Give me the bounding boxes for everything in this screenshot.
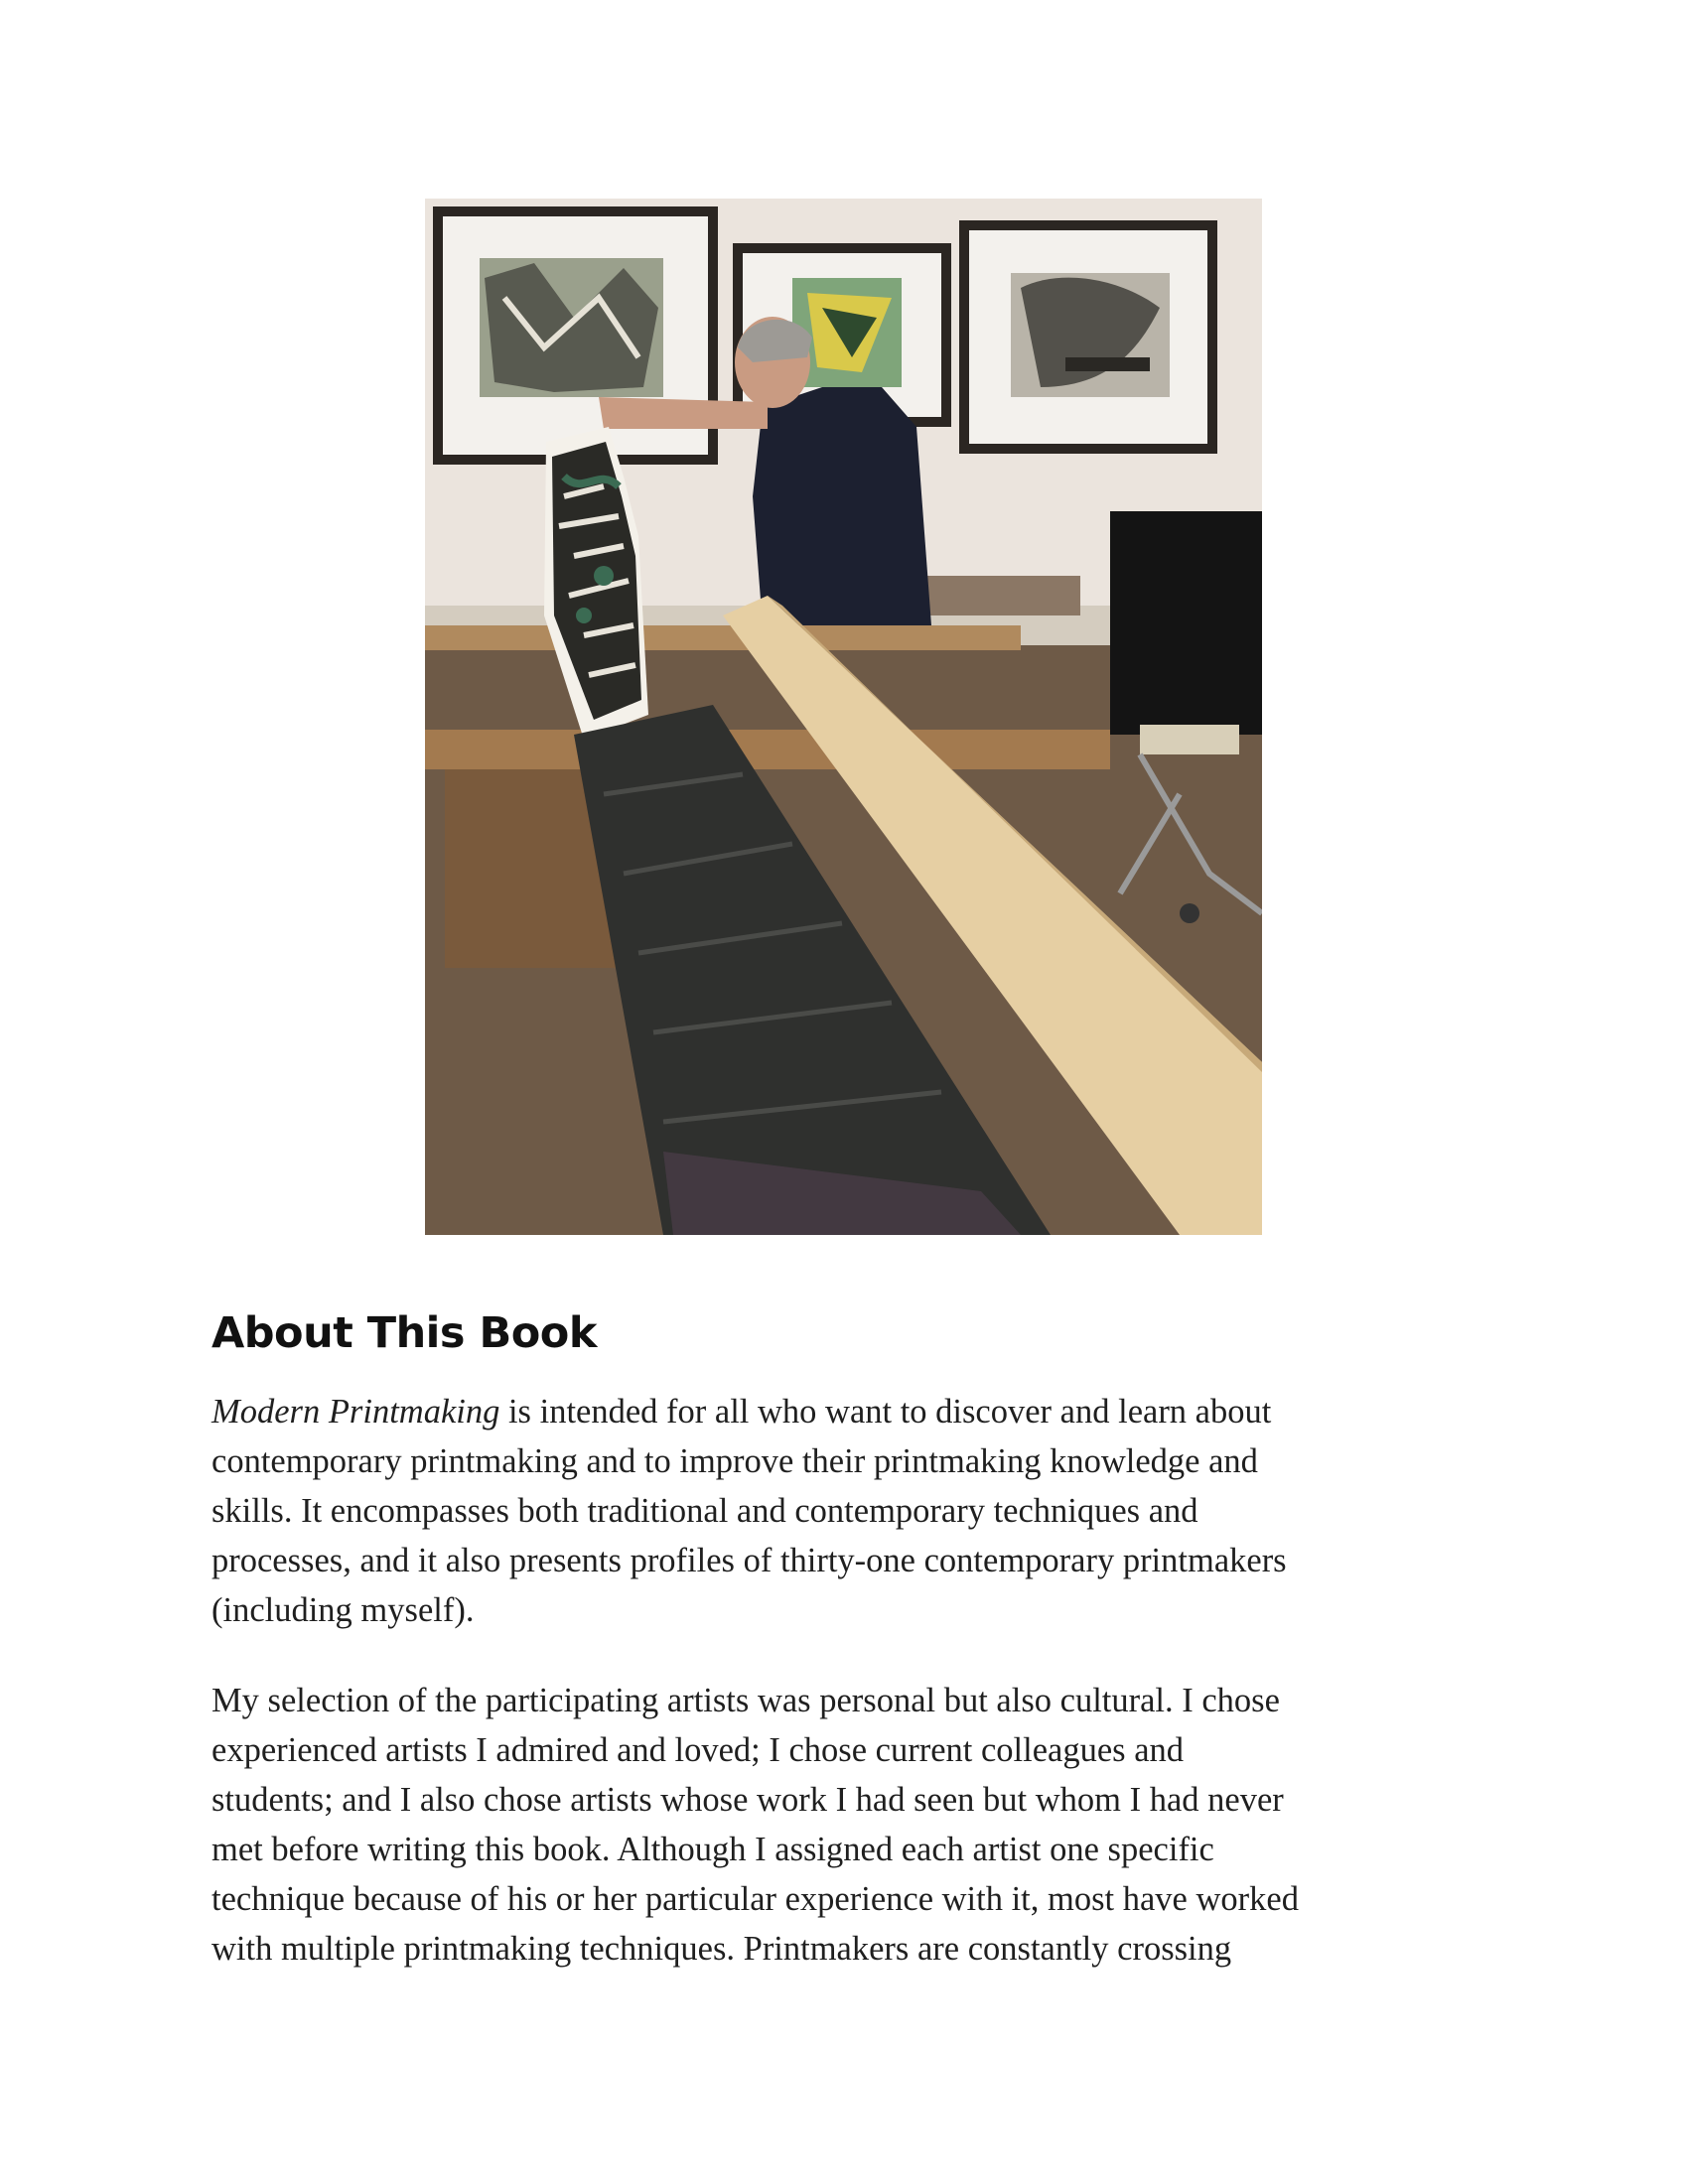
paragraph-line: students; and I also chose artists whose work I had seen but whom I had never bbox=[211, 1781, 1284, 1819]
paragraph-intro bbox=[211, 1387, 1492, 1635]
paragraph-line: technique because of his or her particular experience with it, most have worked bbox=[211, 1880, 1299, 1918]
paragraph-line: My selection of the participating artists was personal but also cultural. I chose bbox=[211, 1682, 1280, 1719]
paragraph-line: contemporary printmaking and to improve their printmaking knowledge and bbox=[211, 1442, 1258, 1480]
paragraph-line: with multiple printmaking techniques. Printmakers are constantly crossing bbox=[211, 1930, 1232, 1968]
paragraph-line: met before writing this book. Although I assigned each artist one specific bbox=[211, 1831, 1214, 1868]
paragraph-line: experienced artists I admired and loved; I chose current colleagues and bbox=[211, 1731, 1185, 1769]
paragraph-line: (including myself). bbox=[211, 1591, 475, 1629]
photo-printmaker-pulling-long-woodcut-print-icon bbox=[425, 199, 1262, 1235]
paragraph-line: skills. It encompasses both traditional and contemporary techniques and bbox=[211, 1492, 1198, 1530]
paragraph-line-text: is intended for all who want to discover and learn about bbox=[499, 1393, 1272, 1431]
book-title: Modern Printmaking bbox=[211, 1393, 500, 1431]
studio-photo bbox=[425, 199, 1262, 1235]
paragraph-line: processes, and it also presents profiles of thirty-one contemporary printmakers bbox=[211, 1542, 1287, 1579]
paragraph-line bbox=[211, 1387, 1492, 1436]
paragraph-selection bbox=[211, 1676, 1492, 1974]
monitor-icon bbox=[1110, 511, 1262, 735]
section-heading: About This Book bbox=[211, 1308, 597, 1358]
framed-print-right bbox=[959, 220, 1217, 454]
